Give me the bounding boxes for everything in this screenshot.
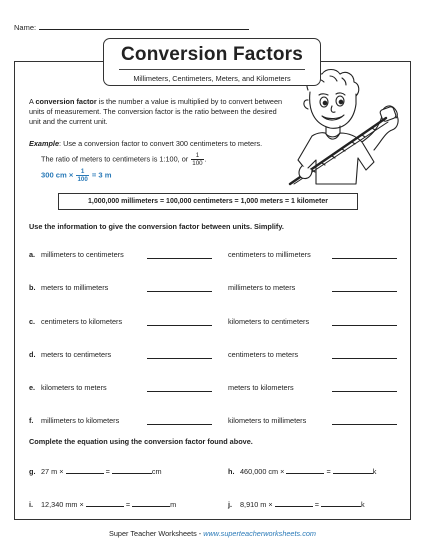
equation-h-factor-blank[interactable] — [286, 467, 324, 474]
equation-j-result-blank[interactable] — [321, 500, 361, 507]
answer-blank-f[interactable] — [147, 424, 212, 425]
answer-blank-e-right[interactable] — [332, 391, 397, 392]
calc-suffix: = 3 m — [91, 170, 112, 180]
answer-blank-b[interactable] — [147, 291, 212, 292]
answer-blank-d[interactable] — [147, 358, 212, 359]
problem-e-right: meters to kilometers — [228, 383, 294, 392]
calc-fraction-denominator: 100 — [77, 176, 88, 183]
ratio-line: The ratio of meters to centimeters is 1:100, or $\frac{1}{100}$ . — [41, 152, 207, 167]
equivalence-box: 1,000,000 millimeters = 100,000 centimeters = 1,000 meters = 1 kilometer — [58, 193, 358, 210]
problem-d-right: centimeters to meters — [228, 350, 299, 359]
equation-i: i. 12,340 mm × = m — [29, 500, 177, 509]
example-text: : Use a conversion factor to convert 300 centimeters to meters. — [59, 139, 263, 148]
problem-f-right: kilometers to millimeters — [228, 416, 307, 425]
calc-fraction — [76, 168, 88, 183]
equation-g: g. 27 m × = cm — [29, 467, 162, 476]
problem-a: a. millimeters to centimeters — [29, 250, 124, 259]
equation-h: h. 460,000 cm × = k — [228, 467, 377, 476]
example-label: Example — [29, 139, 60, 148]
answer-blank-c[interactable] — [147, 325, 212, 326]
answer-blank-a-right[interactable] — [332, 258, 397, 259]
page-title: Conversion Factors — [120, 44, 304, 65]
problem-c: c. centimeters to kilometers — [29, 317, 123, 326]
problem-d: d. meters to centimeters — [29, 350, 112, 359]
footer-url[interactable]: www.superteacherworksheets.com — [203, 529, 316, 538]
intro-term: conversion factor — [35, 97, 97, 106]
intro-prefix: A — [29, 97, 36, 106]
equation-i-result-blank[interactable] — [132, 500, 170, 507]
problem-e: e. kilometers to meters — [29, 383, 107, 392]
answer-blank-d-right[interactable] — [332, 358, 397, 359]
equation-h-result-blank[interactable] — [333, 467, 373, 474]
answer-blank-c-right[interactable] — [332, 325, 397, 326]
footer-prefix: Super Teacher Worksheets - — [109, 529, 204, 538]
section1-heading: Use the information to give the conversion factor between units. Simplify. — [29, 222, 284, 231]
ratio-text: The ratio of meters to centimeters is 1:100, or — [41, 154, 189, 164]
equation-j: j. 8,910 m × = k — [228, 500, 365, 509]
example-calculation — [41, 168, 112, 183]
equation-g-factor-blank[interactable] — [66, 467, 104, 474]
problem-f: f. millimeters to kilometers — [29, 416, 120, 425]
ratio-fraction — [191, 152, 203, 167]
section2-heading: Complete the equation using the conversion factor found above. — [29, 437, 253, 446]
footer — [0, 529, 425, 538]
name-field[interactable] — [14, 23, 249, 32]
title-divider — [119, 69, 305, 70]
intro-paragraph — [29, 97, 284, 128]
calc-fraction-numerator: 1 — [76, 168, 88, 176]
answer-blank-e[interactable] — [147, 391, 212, 392]
equation-j-factor-blank[interactable] — [275, 500, 313, 507]
problem-c-right: kilometers to centimeters — [228, 317, 310, 326]
fraction-denominator: 100 — [192, 160, 203, 167]
page-subtitle: Millimeters, Centimeters, Meters, and Kilometers — [133, 74, 291, 83]
title-box — [103, 38, 321, 86]
calc-prefix: 300 cm × — [41, 170, 74, 180]
problem-b: b. meters to millimeters — [29, 283, 109, 292]
answer-blank-a[interactable] — [147, 258, 212, 259]
answer-blank-f-right[interactable] — [332, 424, 397, 425]
problem-a-right: centimeters to millimeters — [228, 250, 311, 259]
equation-g-result-blank[interactable] — [112, 467, 152, 474]
intro-text: is the number a value is multiplied by to convert between units of measurement. The conversion factor is the ratio between the desired unit and the current unit. — [29, 97, 283, 127]
name-line[interactable] — [39, 23, 249, 30]
fraction-numerator: 1 — [191, 152, 203, 160]
equation-i-factor-blank[interactable] — [86, 500, 124, 507]
name-label: Name: — [14, 23, 37, 32]
answer-blank-b-right[interactable] — [332, 291, 397, 292]
problem-b-right: millimeters to meters — [228, 283, 296, 292]
